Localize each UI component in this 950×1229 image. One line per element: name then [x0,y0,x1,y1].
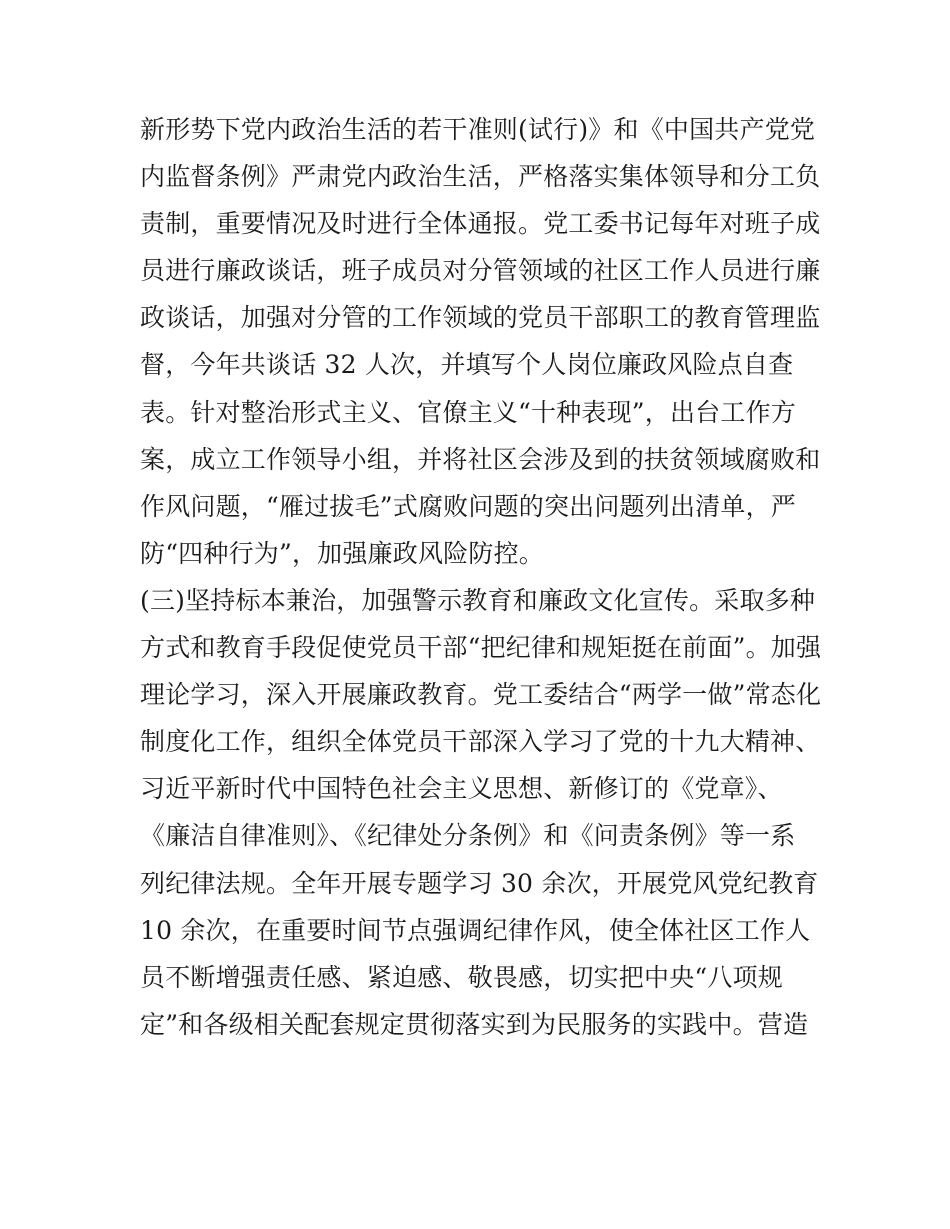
text-line: 作风问题，“雁过拔毛”式腐败问题的突出问题列出清单，严 [140,491,796,521]
text-line: 员进行廉政谈话，班子成员对分管领域的社区工作人员进行廉 [140,256,821,286]
text-line: 新形势下党内政治生活的若干准则(试行)》和《中国共产党党 [140,115,816,144]
text-line: 理论学习，深入开展廉政教育。党工委结合“两学一做”常态化 [140,680,822,710]
text-line: 方式和教育手段促使党员干部“把纪律和规矩挺在前面”。加强 [140,633,822,663]
text-line: 防“四种行为”，加强廉政风险防控。 [140,538,544,568]
text-line: 制度化工作，组织全体党员干部深入学习了党的十九大精神、 [140,727,821,757]
text-line: 习近平新时代中国特色社会主义思想、新修订的《党章》、 [140,774,783,804]
text-line: 列纪律法规。全年开展专题学习 30 余次，开展党风党纪教育 [140,868,819,898]
text-line: 责制，重要情况及时进行全体通报。党工委书记每年对班子成 [140,209,821,239]
section-heading-line: (三)坚持标本兼治，加强警示教育和廉政文化宣传。采取多种 [140,585,816,615]
text-line: 表。针对整治形式主义、官僚主义“十种表现”，出台工作方 [140,397,796,427]
text-line: 政谈话，加强对分管的工作领域的党员干部职工的教育管理监 [140,303,821,333]
text-line: 内监督条例》严肃党内政治生活，严格落实集体领导和分工负 [140,162,821,192]
text-line: 案，成立工作领导小组，并将社区会涉及到的扶贫领域腐败和 [140,444,821,474]
text-line: 《廉洁自律准则》、《纪律处分条例》和《问责条例》等一系 [140,821,796,851]
text-line: 督，今年共谈话 32 人次，并填写个人岗位廉政风险点自查 [140,350,794,380]
text-line: 10 余次，在重要时间节点强调纪律作风，使全体社区工作人 [140,915,811,945]
body-text [140,106,840,1048]
text-line: 员不断增强责任感、紧迫感、敬畏感，切实把中央“八项规 [140,962,783,992]
text-line: 定”和各级相关配套规定贯彻落实到为民服务的实践中。营造 [140,1009,809,1039]
